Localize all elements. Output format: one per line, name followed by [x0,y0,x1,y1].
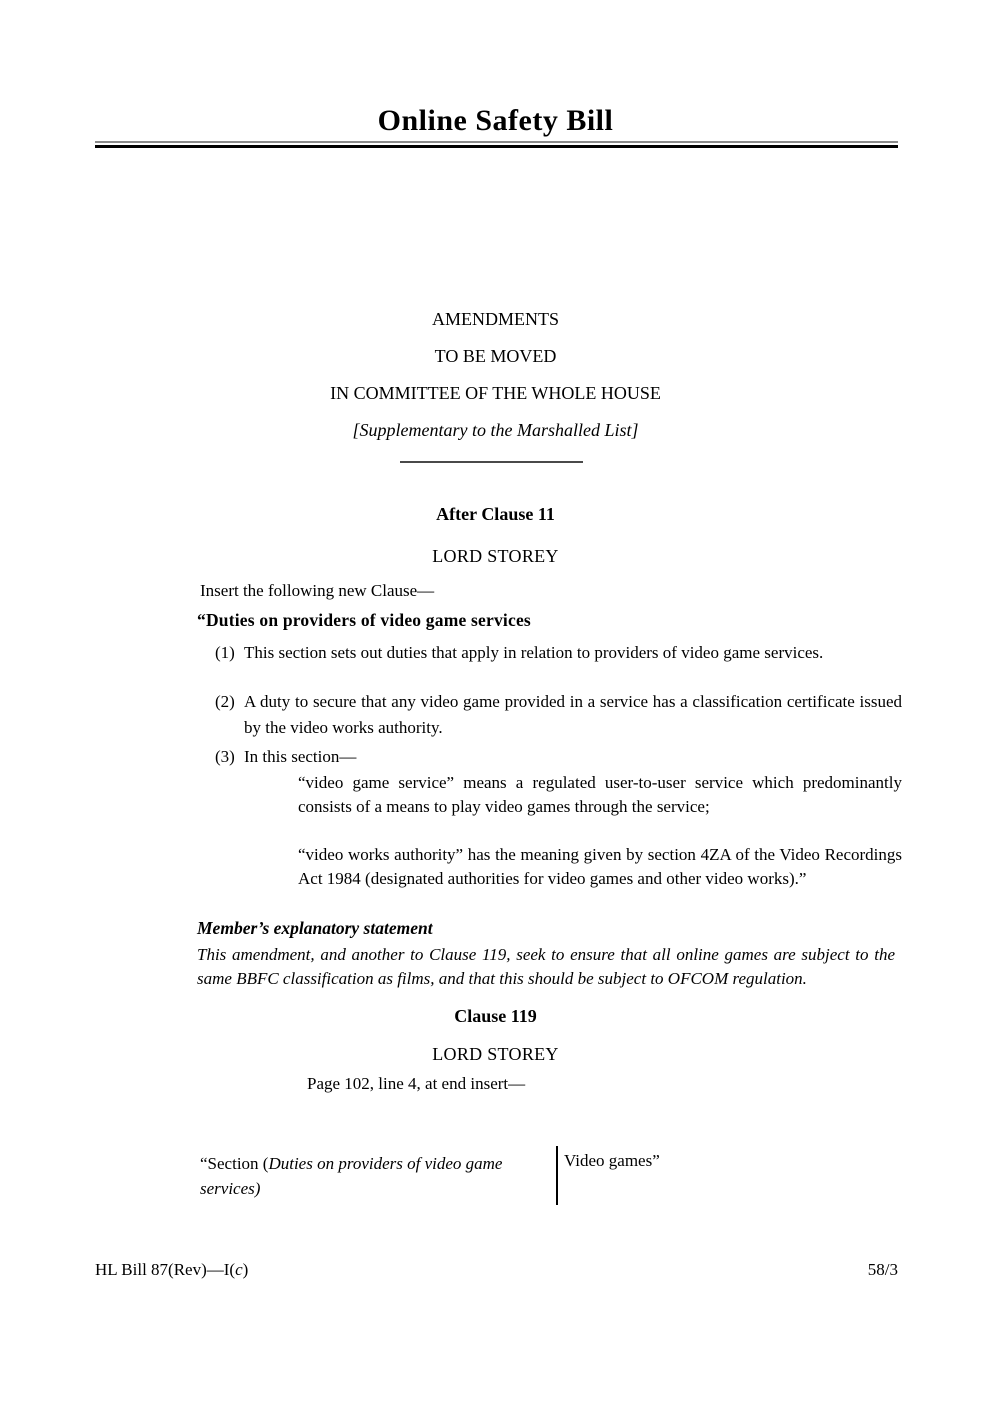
explanatory-statement-label: Member’s explanatory statement [197,918,433,938]
definition-paragraph-2: “video works authority” has the meaning given by section 4ZA of the Video Recordings Act 1984 (designated authorities for video games and other video works).” [298,845,902,888]
subsection-text: A duty to secure that any video game provided in a service has a classification certificate issued by the video works authority. [244,692,902,737]
subsection-number: (1) [215,643,235,662]
to-be-moved-line: TO BE MOVED [434,346,557,366]
clause-119-heading: Clause 119 [454,1006,537,1026]
title-rule-thick-line [95,145,898,148]
subsection-item-1 [197,640,902,666]
section-divider-rule [400,461,583,463]
definition-paragraph-1: “video game service” means a regulated user-to-user service which predominantly consists of a means to play video games through the service; [298,773,902,816]
table-left-italic: Duties on providers of video game services) [200,1154,503,1198]
subsection-number: (2) [215,692,235,711]
table-left-cell [200,1151,540,1201]
subsection-item-2 [197,689,902,741]
table-right-cell: Video games” [564,1151,660,1170]
title-rule [95,141,898,148]
bill-title: Online Safety Bill [377,104,614,137]
footer-bill-prefix: HL Bill 87(Rev)—I( [95,1260,236,1279]
new-clause-title: “Duties on providers of video game services [197,610,531,630]
subsection-text: In this section— [244,747,357,766]
committee-line: IN COMMITTEE OF THE WHOLE HOUSE [330,383,661,403]
table-left-prefix: “Section ( [200,1154,269,1173]
subsection-text: This section sets out duties that apply in relation to providers of video game services. [244,643,824,662]
table-divider-line [556,1146,558,1205]
amendments-line: AMENDMENTS [431,309,559,329]
mover-name-1: LORD STOREY [432,546,559,566]
title-rule-thin-line [95,141,898,143]
after-clause-heading: After Clause 11 [436,504,555,524]
explanatory-statement-text: This amendment, and another to Clause 119, seek to ensure that all online games are subject to the same BBFC classification as films, and that this should be subject to OFCOM regulation. [197,945,895,988]
mover-name-2: LORD STOREY [432,1044,559,1064]
subsection-number: (3) [215,747,235,766]
amendments-heading-block [0,301,991,449]
page-line-instruction: Page 102, line 4, at end insert— [307,1074,526,1093]
supplementary-note: [Supplementary to the Marshalled List] [352,420,639,440]
insert-instruction: Insert the following new Clause— [200,581,435,600]
footer-bill-italic: c [235,1260,243,1279]
footer-page-ref: 58/3 [867,1260,898,1279]
footer-bill-suffix: ) [242,1260,249,1279]
subsection-item-3 [197,744,902,770]
